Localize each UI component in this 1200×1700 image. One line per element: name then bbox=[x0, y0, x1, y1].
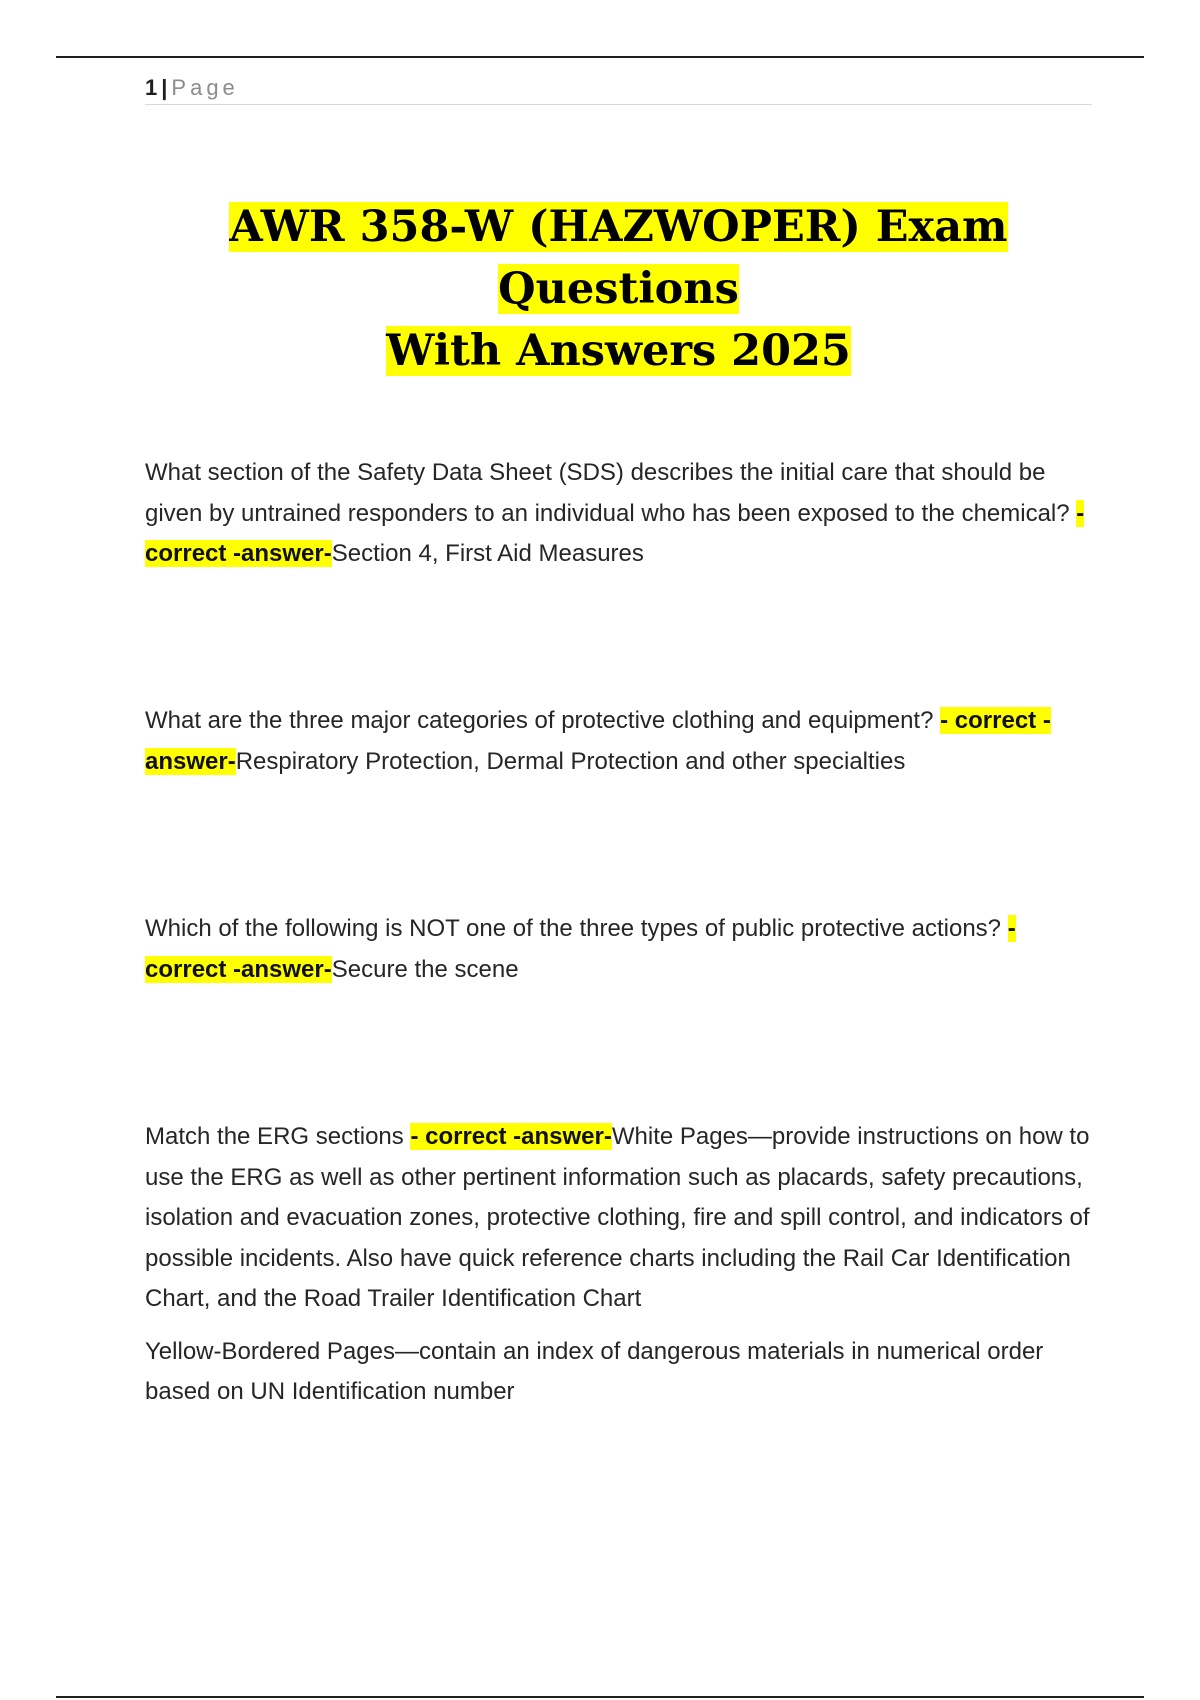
top-border-line bbox=[56, 56, 1144, 58]
answer-marker: - correct -answer- bbox=[145, 707, 1051, 775]
question-block-2 bbox=[145, 701, 1095, 782]
page-label: Page bbox=[171, 75, 239, 100]
question-text: Match the ERG sections bbox=[145, 1123, 411, 1150]
question-text: What are the three major categories of protective clothing and equipment? bbox=[145, 707, 941, 734]
title-line-1: AWR 358-W (HAZWOPER) Exam Questions bbox=[229, 202, 1008, 314]
page-separator: | bbox=[161, 75, 168, 100]
answer-text: Secure the scene bbox=[331, 955, 519, 983]
answer-text: Respiratory Protection, Dermal Protection and other specialties bbox=[235, 747, 906, 775]
answer-marker: - correct -answer- bbox=[145, 499, 1085, 567]
question-block-3 bbox=[145, 909, 1095, 990]
page-header bbox=[145, 72, 1092, 105]
answer-marker: - correct -answer- bbox=[410, 1123, 612, 1150]
qa-text bbox=[145, 909, 1095, 990]
question-text: Which of the following is NOT one of the three types of public protective actions? bbox=[145, 915, 1008, 942]
question-block-4 bbox=[145, 1117, 1095, 1413]
bottom-border-line bbox=[56, 1696, 1144, 1698]
answer-text: White Pages—provide instructions on how to use the ERG as well as other pertinent information such as placards, safety precautions, isolation and evacuation zones, protective clothing, fire and spill control, and indicators of possible incidents. Also have quick reference charts including the Rail Car Identification Chart, and the Road Trailer Identification Chart bbox=[145, 1123, 1090, 1312]
page-number: 1 bbox=[145, 75, 158, 100]
question-text: What section of the Safety Data Sheet (SDS) describes the initial care that should be given by untrained responders to an individual who has been exposed to the chemical? bbox=[145, 459, 1077, 527]
qa-text bbox=[145, 1117, 1095, 1320]
answer-continuation: Yellow-Bordered Pages—contain an index of dangerous materials in numerical order based on UN Identification number bbox=[145, 1337, 1044, 1405]
qa-text bbox=[145, 453, 1095, 575]
title-line-2: With Answers 2025 bbox=[386, 326, 851, 376]
qa-text bbox=[145, 701, 1095, 782]
answer-marker: - correct -answer- bbox=[145, 915, 1016, 983]
answer-text: Section 4, First Aid Measures bbox=[331, 540, 644, 567]
document-title bbox=[145, 196, 1092, 382]
question-block-1 bbox=[145, 453, 1095, 575]
